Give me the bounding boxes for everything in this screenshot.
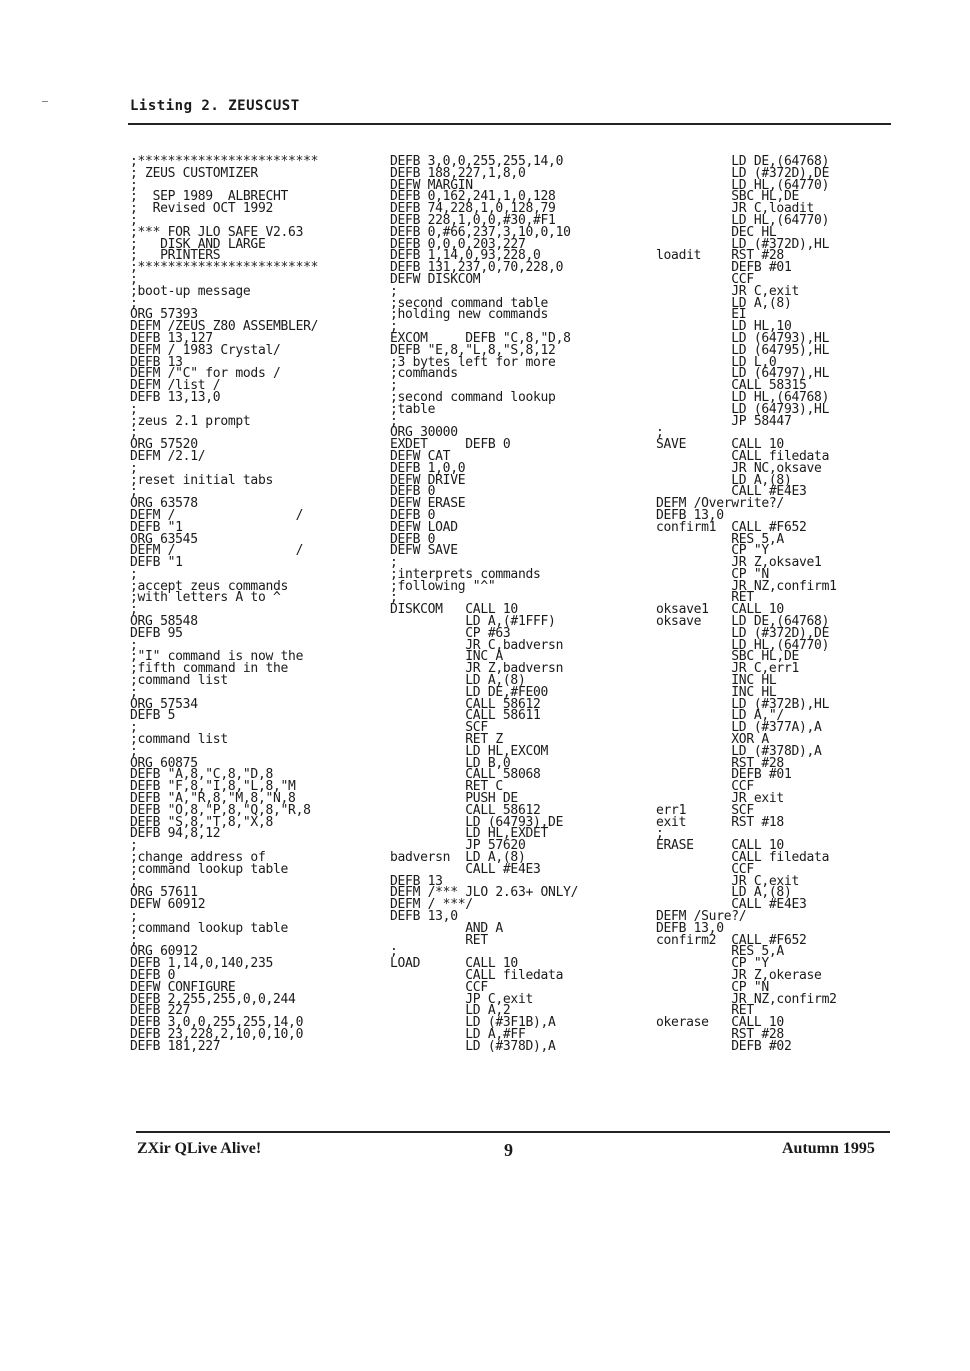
code-line: DEFB "1 (130, 519, 183, 535)
code-line: LD HL,(64770) (656, 177, 830, 193)
code-line: ORG 58548 (130, 614, 198, 630)
code-line: DEFB 0 (130, 967, 176, 983)
code-line: CP "N (656, 566, 769, 582)
code-line: LD DE,(64768) (656, 154, 830, 169)
code-line: SCF (390, 720, 488, 736)
code-line: CCF (390, 979, 488, 995)
code-line: DEFM /list / (130, 378, 221, 394)
code-line: RST #28 (656, 1026, 784, 1042)
code-line: LD HL,(64770) (656, 637, 830, 653)
code-line: ; (130, 212, 138, 228)
code-line: ;fifth command in the (130, 661, 289, 677)
code-line: DEFB "F,8,"I,8,"L,8,"M (130, 779, 296, 795)
code-line: ; (390, 555, 398, 571)
page-title: Listing 2. ZEUSCUST (130, 98, 300, 114)
code-line: DEFB 2,255,255,0,0,244 (130, 991, 296, 1007)
listing-column-3 (656, 156, 896, 1053)
code-line: LD (64793),DE (390, 814, 564, 830)
code-line: LD (64793),HL (656, 330, 830, 346)
code-line: LD (#377A),A (656, 720, 822, 736)
footer-magazine-title: ZXir QLive Alive! (137, 1140, 262, 1157)
code-line: JR C,badversn (390, 637, 564, 653)
code-line: LOAD CALL 10 (390, 956, 518, 972)
code-line: ;command list (130, 732, 228, 748)
code-line: LD (#372D),HL (656, 236, 830, 252)
code-line: ; Revised OCT 1992 (130, 201, 274, 217)
code-line: RET (390, 932, 488, 948)
code-line: RET Z (390, 732, 503, 748)
code-line: AND A (390, 920, 503, 936)
code-line: ORG 57611 (130, 885, 198, 901)
code-line: DEFW ERASE (390, 496, 466, 512)
code-line: DEFB "S,8,"T,8,"X,8 (130, 814, 274, 830)
code-line: LD A,(#1FFF) (390, 614, 556, 630)
code-line: ; (390, 413, 398, 429)
code-line: PUSH DE (390, 791, 518, 807)
scan-mark (42, 101, 48, 102)
code-line: ;table (390, 401, 436, 417)
code-line: ; ZEUS CUSTOMIZER (130, 165, 258, 181)
code-line: RET C (390, 779, 503, 795)
code-line: LD (#378D),A (390, 1038, 556, 1054)
code-line: CP "N (656, 979, 769, 995)
code-line: ;accept zeus commands (130, 578, 289, 594)
code-line: ;************************ (130, 154, 319, 169)
code-line: DEFM / ***/ (390, 897, 473, 913)
code-line: EXDET DEFB 0 (390, 437, 511, 453)
code-line: CALL 58612 (390, 696, 541, 712)
code-line: DEFB 227 (130, 1003, 191, 1019)
code-line: ; (130, 460, 138, 476)
code-line: JR Z,oksave1 (656, 555, 822, 571)
code-line: DEFB 3,0,0,255,255,14,0 (390, 154, 564, 169)
code-line: confirm1 CALL #F652 (656, 519, 807, 535)
code-line: DEFB 13,0 (656, 920, 724, 936)
code-line: loadit RST #28 (656, 248, 784, 264)
code-line: JR NZ,confirm2 (656, 991, 837, 1007)
code-line: DEFB "A,"R,8,"M,8,"N,8 (130, 791, 296, 807)
code-line: LD (#372D),DE (656, 625, 830, 641)
code-line: DEFB 0,162,241,1,0,128 (390, 189, 556, 205)
code-line: ;second command table (390, 295, 549, 311)
code-line: ORG 30000 (390, 425, 458, 441)
code-line: ; (130, 838, 138, 854)
code-line: ;with letters A to ^ (130, 590, 281, 606)
code-line: badversn LD A,(8) (390, 850, 526, 866)
code-line: XOR A (656, 732, 769, 748)
code-line: ; (656, 826, 664, 842)
code-line: DEFM /Sure?/ (656, 909, 747, 924)
code-line: LD (#372B),HL (656, 696, 830, 712)
code-line: LD HL,EXDET (390, 826, 549, 842)
code-line: CALL 58315 (656, 378, 807, 394)
code-line: DEFW DISKCOM (390, 271, 481, 287)
header-rule (128, 123, 891, 125)
code-line: DEFM /2.1/ (130, 448, 206, 464)
code-line: JR Z,badversn (390, 661, 564, 677)
code-line: DEFB #02 (656, 1038, 792, 1054)
code-line: DEFB "E,8,"L,8,"S,8,12 (390, 342, 556, 358)
code-line: DEFB 0 (390, 484, 436, 500)
code-line: ;zeus 2.1 prompt (130, 413, 251, 429)
code-line: ;holding new commands (390, 307, 549, 323)
code-line: ;interprets commands (390, 566, 541, 582)
code-line: ORG 63545 (130, 531, 198, 547)
code-line: INC HL (656, 673, 777, 689)
listing-column-1 (130, 156, 380, 1053)
code-line: CP "Y (656, 543, 769, 559)
code-line: RES 5,A (656, 944, 784, 960)
code-line: DEFB 5 (130, 708, 176, 724)
code-line: DEFW CAT (390, 448, 451, 464)
code-line: RES 5,A (656, 531, 784, 547)
code-line: JP 58447 (656, 413, 792, 429)
code-line: LD A,(8) (656, 885, 792, 901)
code-line: ; (130, 401, 138, 417)
code-line: RET (656, 1003, 754, 1019)
code-line: JP 57620 (390, 838, 526, 854)
footer-rule (136, 1131, 890, 1133)
code-line: ; (390, 378, 398, 394)
code-line: CALL 58611 (390, 708, 541, 724)
code-line: JR C,err1 (656, 661, 800, 677)
code-line: LD A,(8) (390, 673, 526, 689)
code-line: DEFB 23,228,2,10,0,10,0 (130, 1026, 304, 1042)
code-line: LD L,0 (656, 354, 777, 370)
code-line: LD B,0 (390, 755, 511, 771)
code-line: INC HL (656, 684, 777, 700)
code-line: ; (130, 602, 138, 618)
code-line: ; (656, 425, 664, 441)
code-line: JR NC,oksave (656, 460, 822, 476)
code-line: CCF (656, 861, 754, 877)
code-line: ; (130, 684, 138, 700)
code-line: ;change address of (130, 850, 266, 866)
code-line: ORG 63578 (130, 496, 198, 512)
code-line: DEFB 188,227,1,8,0 (390, 165, 526, 181)
code-line: CCF (656, 779, 754, 795)
code-line: ;command lookup table (130, 920, 289, 936)
code-line: LD A,#FF (390, 1026, 526, 1042)
code-line: LD A,(8) (656, 472, 792, 488)
code-line: CP "Y (656, 956, 769, 972)
code-line: DEFB "A,8,"C,8,"D,8 (130, 767, 274, 783)
code-line: ; (130, 295, 138, 311)
code-line: ; SEP 1989 ALBRECHT (130, 189, 289, 205)
code-line: DEFB 94,8,12 (130, 826, 221, 842)
code-line: DEFB 0,#66,237,3,10,0,10 (390, 224, 571, 240)
code-line: DEFB 13,13,0 (130, 389, 221, 405)
code-line: ;command list (130, 673, 228, 689)
code-line: CALL filedata (390, 967, 564, 983)
code-line: DEFB 13,0 (390, 909, 458, 924)
code-line: DEC HL (656, 224, 777, 240)
listing-column-2 (390, 156, 650, 1053)
code-line: ; (130, 637, 138, 653)
code-line: JR C,exit (656, 283, 800, 299)
code-line: DEFB 0,0,0,203,227 (390, 236, 526, 252)
code-line: ; (130, 566, 138, 582)
code-line: LD (64795),HL (656, 342, 830, 358)
code-line: ;************************ (130, 260, 319, 276)
code-line: ; (390, 319, 398, 335)
code-line: exit RST #18 (656, 814, 784, 830)
code-line: ; (130, 873, 138, 889)
code-line: ; (390, 944, 398, 960)
code-line: DEFB 0 (390, 531, 436, 547)
code-line: LD (#378D),A (656, 743, 822, 759)
code-line: LD (64793),HL (656, 401, 830, 417)
code-line: DEFM / / (130, 507, 304, 523)
code-line: ; (130, 932, 138, 948)
code-line: ; (130, 425, 138, 441)
code-line: DEFW 60912 (130, 897, 206, 913)
code-line: LD HL,EXCOM (390, 743, 549, 759)
footer-issue: Autumn 1995 (782, 1140, 875, 1157)
code-line: RST #28 (656, 755, 784, 771)
code-line: DEFB 3,0,0,255,255,14,0 (130, 1015, 304, 1031)
code-line: ;*** FOR JLO SAFE V2.63 (130, 224, 304, 240)
code-line: DEFB 13 (390, 873, 443, 889)
code-line: SBC HL,DE (656, 189, 800, 205)
code-line: ; (130, 484, 138, 500)
code-line: DEFB 0 (390, 507, 436, 523)
code-line: LD A,2 (390, 1003, 511, 1019)
code-line: SAVE CALL 10 (656, 437, 784, 453)
code-line: JR C,exit (656, 873, 800, 889)
code-line: confirm2 CALL #F652 (656, 932, 807, 948)
code-line: CALL #E4E3 (656, 897, 807, 913)
code-line: LD (64797),HL (656, 366, 830, 382)
code-line: DEFB 228,1,0,0,#30,#F1 (390, 212, 556, 228)
code-line: DEFM /Overwrite?/ (656, 496, 784, 512)
code-line: ; (130, 743, 138, 759)
code-line: CALL #E4E3 (656, 484, 807, 500)
footer-page-number: 9 (504, 1140, 513, 1160)
code-line: ;"I" command is now the (130, 649, 304, 665)
code-line: DEFB 95 (130, 625, 183, 641)
code-line: DISKCOM CALL 10 (390, 602, 518, 618)
code-line: ORG 60912 (130, 944, 198, 960)
code-line: CALL 58068 (390, 767, 541, 783)
code-line: DEFM / / (130, 543, 304, 559)
code-line: ; (130, 177, 138, 193)
code-line: ;boot-up message (130, 283, 251, 299)
code-line: DEFB 13,0 (656, 507, 724, 523)
code-line: LD A,(8) (656, 295, 792, 311)
code-line: LD A,"/ (656, 708, 784, 724)
code-line: JP C,exit (390, 991, 534, 1007)
code-line: CALL filedata (656, 850, 830, 866)
code-line: DEFB 13,127 (130, 330, 213, 346)
code-line: DEFM /"C" for mods / (130, 366, 281, 382)
code-line: DEFW LOAD (390, 519, 458, 535)
code-line: oksave1 CALL 10 (656, 602, 784, 618)
code-line: DEFM / 1983 Crystal/ (130, 342, 281, 358)
code-line: ORG 60875 (130, 755, 198, 771)
code-line: DEFW DRIVE (390, 472, 466, 488)
code-line: err1 SCF (656, 802, 754, 818)
code-line: oksave LD DE,(64768) (656, 614, 830, 630)
code-line: CP #63 (390, 625, 511, 641)
code-line: DEFW CONFIGURE (130, 979, 236, 995)
code-line: EI (656, 307, 747, 323)
code-line: LD (#372D),DE (656, 165, 830, 181)
code-line: ; (390, 283, 398, 299)
code-line: DEFB #01 (656, 767, 792, 783)
code-line: EXCOM DEFB "C,8,"D,8 (390, 330, 571, 346)
code-line: DEFW SAVE (390, 543, 458, 559)
code-line: DEFB 1,14,0,93,228,0 (390, 248, 541, 264)
code-line: ; DISK AND LARGE (130, 236, 266, 252)
code-line: SBC HL,DE (656, 649, 800, 665)
code-line: CALL 58612 (390, 802, 541, 818)
code-line: ; (130, 720, 138, 736)
code-line: LD HL,10 (656, 319, 792, 335)
code-line: DEFM /*** JLO 2.63+ ONLY/ (390, 885, 579, 901)
code-line: ; (130, 909, 138, 924)
code-line: JR Z,okerase (656, 967, 822, 983)
code-line: DEFB 74,228,1,0,128,79 (390, 201, 556, 217)
code-line: LD HL,(64768) (656, 389, 830, 405)
code-line: LD DE,#FE00 (390, 684, 549, 700)
code-line: DEFB 1,14,0,140,235 (130, 956, 274, 972)
code-line: DEFB "1 (130, 555, 183, 571)
code-line: JR NZ,confirm1 (656, 578, 837, 594)
code-line: INC A (390, 649, 503, 665)
code-line: ;command lookup table (130, 861, 289, 877)
code-line: ; (390, 590, 398, 606)
code-line: RET (656, 590, 754, 606)
code-line: DEFM /ZEUS Z80 ASSEMBLER/ (130, 319, 319, 335)
code-line: CCF (656, 271, 754, 287)
code-line: LD (#3F1B),A (390, 1015, 556, 1031)
code-line: LD HL,(64770) (656, 212, 830, 228)
code-line: ;commands (390, 366, 458, 382)
code-line: CALL #E4E3 (390, 861, 541, 877)
code-line: DEFB "O,8,"P,8,"Q,8,"R,8 (130, 802, 311, 818)
code-line: ORG 57534 (130, 696, 198, 712)
code-line: ORG 57393 (130, 307, 198, 323)
code-line: DEFB 1,0,0 (390, 460, 466, 476)
code-line: ;reset initial tabs (130, 472, 274, 488)
code-line: DEFB 181,227 (130, 1038, 221, 1054)
code-line: DEFB #01 (656, 260, 792, 276)
code-line: ORG 57520 (130, 437, 198, 453)
code-line: DEFW MARGIN (390, 177, 473, 193)
code-line: ; PRINTERS (130, 248, 221, 264)
code-line: ;3 bytes left for more (390, 354, 556, 370)
code-line: DEFB 13 (130, 354, 183, 370)
code-line: JR exit (656, 791, 784, 807)
code-line: ; (130, 271, 138, 287)
code-line: ERASE CALL 10 (656, 838, 784, 854)
code-line: JR C,loadit (656, 201, 815, 217)
code-line: okerase CALL 10 (656, 1015, 784, 1031)
code-line: ;second command lookup (390, 389, 556, 405)
code-line: ;following "^" (390, 578, 496, 594)
code-line: CALL filedata (656, 448, 830, 464)
code-line: DEFB 131,237,0,70,228,0 (390, 260, 564, 276)
